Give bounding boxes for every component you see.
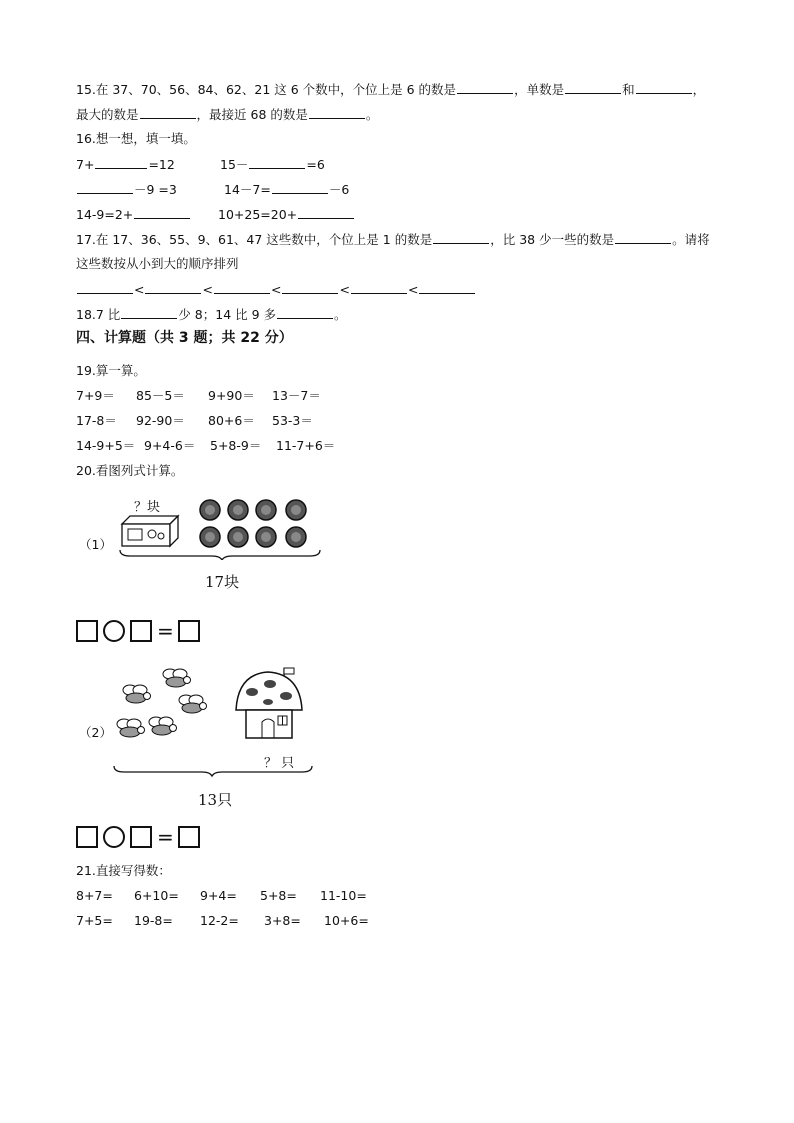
bee-icon: [179, 695, 207, 713]
q20-title: 20.看图列式计算。: [76, 463, 184, 478]
mushroom-house-icon: [236, 668, 302, 738]
q20-p1-unknown: ？块: [134, 500, 161, 515]
cookie-icon: [286, 527, 306, 547]
bee-icon: [163, 669, 191, 687]
cookie-icon: [256, 500, 276, 520]
section-heading: 四、计算题（共 3 题；共 22 分）: [76, 330, 293, 346]
q17-line1: 17.在 17、36、55、9、61、47 这些数中，个位上是 1 的数是 ，比 38 少一些的数是 。请将: [76, 232, 710, 247]
q15-line2: 最大的数是 ，最接近 68 的数是 。: [76, 107, 379, 122]
q16-blank-6[interactable]: [298, 206, 354, 219]
cookie-icon: [200, 527, 220, 547]
q19-row-2: 17-8＝ 92-90＝ 80+6＝ 53-3＝: [76, 413, 313, 428]
bee-icon: [123, 685, 151, 703]
q20-p1-label: （1）: [79, 537, 112, 552]
q20-p1-figure: [116, 494, 324, 560]
q17-order-blank-5[interactable]: [351, 281, 407, 294]
q17-order-blank-2[interactable]: [145, 281, 201, 294]
q17-order-row: < < < < <: [76, 281, 476, 298]
q21-row-2: 7+5= 19-8= 12-2= 3+8= 10+6=: [76, 913, 369, 928]
q16-row3: 14-9=2+ 10+25=20+: [76, 206, 355, 223]
answer-box[interactable]: [76, 826, 98, 848]
q19-row-3: 14-9+5＝ 9+4-6＝ 5+8-9＝ 11-7+6＝: [76, 438, 336, 453]
answer-box[interactable]: [178, 826, 200, 848]
q15-blank-odd1[interactable]: [565, 81, 621, 94]
q17-order-blank-3[interactable]: [214, 281, 270, 294]
q20-p2-unknown: ？ 只: [264, 756, 295, 771]
cookie-icon: [286, 500, 306, 520]
q15-line1: 15.在 37、70、56、84、62、21 这 6 个数中，个位上是 6 的数是 ，单数是 和 ，: [76, 82, 706, 97]
q17-order-blank-6[interactable]: [419, 281, 475, 294]
q16-blank-1[interactable]: [95, 156, 147, 169]
q18-blank-2[interactable]: [277, 306, 333, 319]
q17-order-blank-1[interactable]: [77, 281, 133, 294]
q17-order-blank-4[interactable]: [282, 281, 338, 294]
answer-box[interactable]: [130, 620, 152, 642]
q15-blank-max[interactable]: [140, 106, 196, 119]
q20-p2-label: （2）: [79, 725, 112, 740]
answer-box[interactable]: [76, 620, 98, 642]
bee-icons: [117, 669, 207, 737]
q16-blank-3[interactable]: [77, 181, 133, 194]
q19-row-1: 7+9＝ 85－5＝ 9+90＝ 13－7＝: [76, 388, 321, 403]
cookie-icon: [200, 500, 220, 520]
q15-blank-odd2[interactable]: [636, 81, 692, 94]
q20-p1-equation: =: [76, 620, 205, 642]
cookie-box-icon: [122, 516, 178, 546]
brace-icon: [120, 550, 320, 560]
q20-p2-total: 13只: [198, 791, 233, 809]
q16-row1: 7+ =12 15－ =6: [76, 157, 325, 172]
q15-blank-closest[interactable]: [309, 106, 365, 119]
cookie-icon: [228, 527, 248, 547]
operator-circle[interactable]: [103, 620, 125, 642]
q16-row2: －9 =3 14－7= －6: [76, 181, 349, 198]
q16-blank-4[interactable]: [272, 181, 328, 194]
q15-blank-ones6[interactable]: [457, 81, 513, 94]
q16-blank-5[interactable]: [134, 206, 190, 219]
q20-p1-total: 17块: [205, 573, 240, 591]
bee-icon: [117, 719, 145, 737]
q21-title: 21.直接写得数：: [76, 863, 171, 878]
q17-blank-ones1[interactable]: [433, 231, 489, 244]
bee-icon: [149, 717, 177, 735]
q16-blank-2[interactable]: [249, 156, 305, 169]
answer-box[interactable]: [178, 620, 200, 642]
q16-title: 16.想一想，填一填。: [76, 131, 196, 146]
q19-title: 19.算一算。: [76, 363, 146, 378]
q20-p2-equation: =: [76, 826, 205, 848]
answer-box[interactable]: [130, 826, 152, 848]
cookie-icon: [228, 500, 248, 520]
q17-blank-less38[interactable]: [615, 231, 671, 244]
cookie-icons: [200, 500, 306, 547]
operator-circle[interactable]: [103, 826, 125, 848]
q17-line2: 这些数按从小到大的顺序排列: [76, 256, 239, 271]
q18-line: 18.7 比 少 8；14 比 9 多 。: [76, 307, 347, 322]
q21-row-1: 8+7= 6+10= 9+4= 5+8= 11-10=: [76, 888, 367, 903]
q18-blank-1[interactable]: [121, 306, 177, 319]
cookie-icon: [256, 527, 276, 547]
